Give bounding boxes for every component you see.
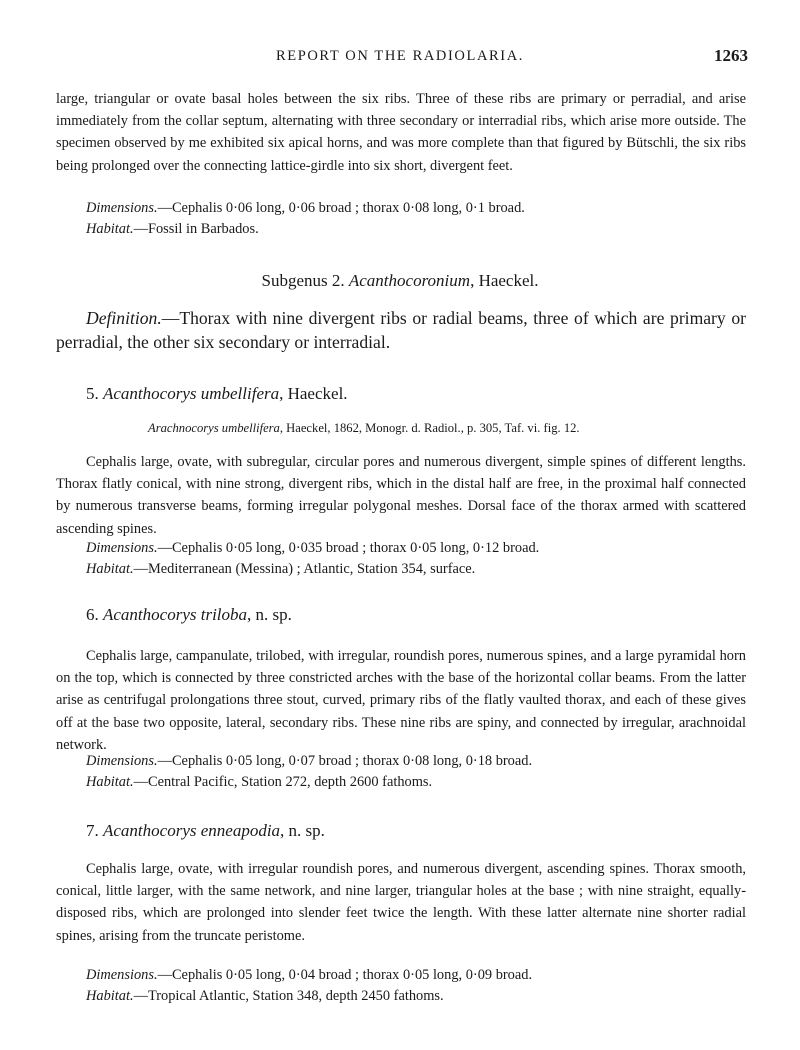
species-dimensions bbox=[86, 965, 532, 986]
dimensions-label: Dimensions. bbox=[86, 200, 158, 216]
intro-dimensions bbox=[86, 198, 525, 219]
running-head: REPORT ON THE RADIOLARIA. bbox=[275, 48, 525, 64]
page-number: 1263 bbox=[714, 46, 748, 65]
dimensions-label: Dimensions. bbox=[86, 967, 158, 983]
subgenus-name: Acanthocoronium bbox=[348, 271, 471, 290]
species-synonym bbox=[148, 421, 580, 436]
habitat-label: Habitat. bbox=[86, 221, 134, 237]
species-author: , n. sp. bbox=[247, 605, 292, 624]
species-author: , Haeckel. bbox=[279, 384, 348, 403]
definition-text: —Thorax with nine divergent ribs or radial beams, three of which are primary or perradial, the other six secondary or interradial. bbox=[56, 308, 746, 352]
intro-habitat bbox=[86, 219, 259, 240]
habitat-text: —Mediterranean (Messina) ; Atlantic, Station 354, surface. bbox=[133, 561, 476, 577]
habitat-label: Habitat. bbox=[86, 561, 134, 577]
species-number: 6. bbox=[86, 605, 99, 624]
habitat-text: —Central Pacific, Station 272, depth 2600 fathoms. bbox=[133, 774, 433, 790]
habitat-text: —Tropical Atlantic, Station 348, depth 2450 fathoms. bbox=[133, 988, 444, 1004]
synonym-reference: , Haeckel, 1862, Monogr. d. Radiol., p. 305, Taf. vi. fig. 12. bbox=[279, 421, 580, 435]
species-habitat bbox=[86, 772, 432, 793]
species-dimensions bbox=[86, 538, 539, 559]
dimensions-text: —Cephalis 0·06 long, 0·06 broad ; thorax 0·08 long, 0·1 broad. bbox=[157, 200, 525, 216]
dimensions-text: —Cephalis 0·05 long, 0·035 broad ; thorax 0·05 long, 0·12 broad. bbox=[157, 540, 540, 556]
subgenus-prefix: Subgenus 2. bbox=[261, 271, 345, 290]
habitat-text: —Fossil in Barbados. bbox=[133, 221, 259, 237]
species-description: Cephalis large, ovate, with subregular, circular pores and numerous divergent, simple spines of different lengths. Thorax flatly conical, with nine strong, divergent ribs, which in the distal half are free, in the proximal half connected by numerous transverse beams, forming irregular polygonal meshes. Dorsal face of the thorax armed with scattered ascending spines. bbox=[56, 454, 746, 537]
species-name: Acanthocorys umbellifera bbox=[103, 384, 280, 403]
subgenus-heading bbox=[0, 271, 800, 291]
species-name: Acanthocorys enneapodia bbox=[103, 821, 281, 840]
intro-paragraph: large, triangular or ovate basal holes between the six ribs. Three of these ribs are primary or perradial, and arise immediately from the collar septum, alternating with three secondary or interradial ribs, which arise more outside. The specimen observed by me exhibited six apical horns, and was more complete than that figured by Bütschli, the six ribs being prolonged over the connecting lattice-girdle into six short, divergent feet. bbox=[56, 91, 746, 174]
habitat-label: Habitat. bbox=[86, 988, 134, 1004]
species-number: 7. bbox=[86, 821, 99, 840]
habitat-label: Habitat. bbox=[86, 774, 134, 790]
species-author: , n. sp. bbox=[280, 821, 325, 840]
species-name: Acanthocorys triloba bbox=[103, 605, 248, 624]
dimensions-text: —Cephalis 0·05 long, 0·07 broad ; thorax 0·08 long, 0·18 broad. bbox=[157, 753, 533, 769]
species-description: Cephalis large, ovate, with irregular roundish pores, and numerous divergent, ascending spines. Thorax smooth, conical, little larger, with the same network, and nine larger, triangular holes at the base ; with nine straight, equally-disposed ribs, which are prolonged into slender feet twice the length. With these latter alternate nine shorter radial spines, arising from the truncate peristome. bbox=[56, 861, 746, 944]
page-header bbox=[0, 46, 800, 70]
definition-label: Definition. bbox=[86, 308, 162, 328]
subgenus-suffix: , Haeckel. bbox=[470, 271, 539, 290]
dimensions-label: Dimensions. bbox=[86, 753, 158, 769]
synonym-name: Arachnocorys umbellifera bbox=[148, 421, 280, 435]
species-description: Cephalis large, campanulate, trilobed, with irregular, roundish pores, numerous spines, and a large pyramidal horn on the top, which is connected by three constricted arches with the base of the horizontal collar beams. From the latter arise as centrifugal prolongations three stout, curved, primary ribs of the flatly vaulted thorax, and each of these gives off at the base two opposite, lateral, secondary ribs. These nine ribs are spiny, and connected by irregular, arachnoidal network. bbox=[56, 648, 746, 753]
definition-paragraph bbox=[56, 306, 746, 354]
species-heading bbox=[86, 384, 348, 404]
species-habitat bbox=[86, 986, 444, 1007]
species-dimensions bbox=[86, 751, 532, 772]
dimensions-text: —Cephalis 0·05 long, 0·04 broad ; thorax 0·05 long, 0·09 broad. bbox=[157, 967, 533, 983]
species-heading bbox=[86, 821, 325, 841]
dimensions-label: Dimensions. bbox=[86, 540, 158, 556]
species-heading bbox=[86, 605, 292, 625]
species-number: 5. bbox=[86, 384, 99, 403]
species-habitat bbox=[86, 559, 475, 580]
